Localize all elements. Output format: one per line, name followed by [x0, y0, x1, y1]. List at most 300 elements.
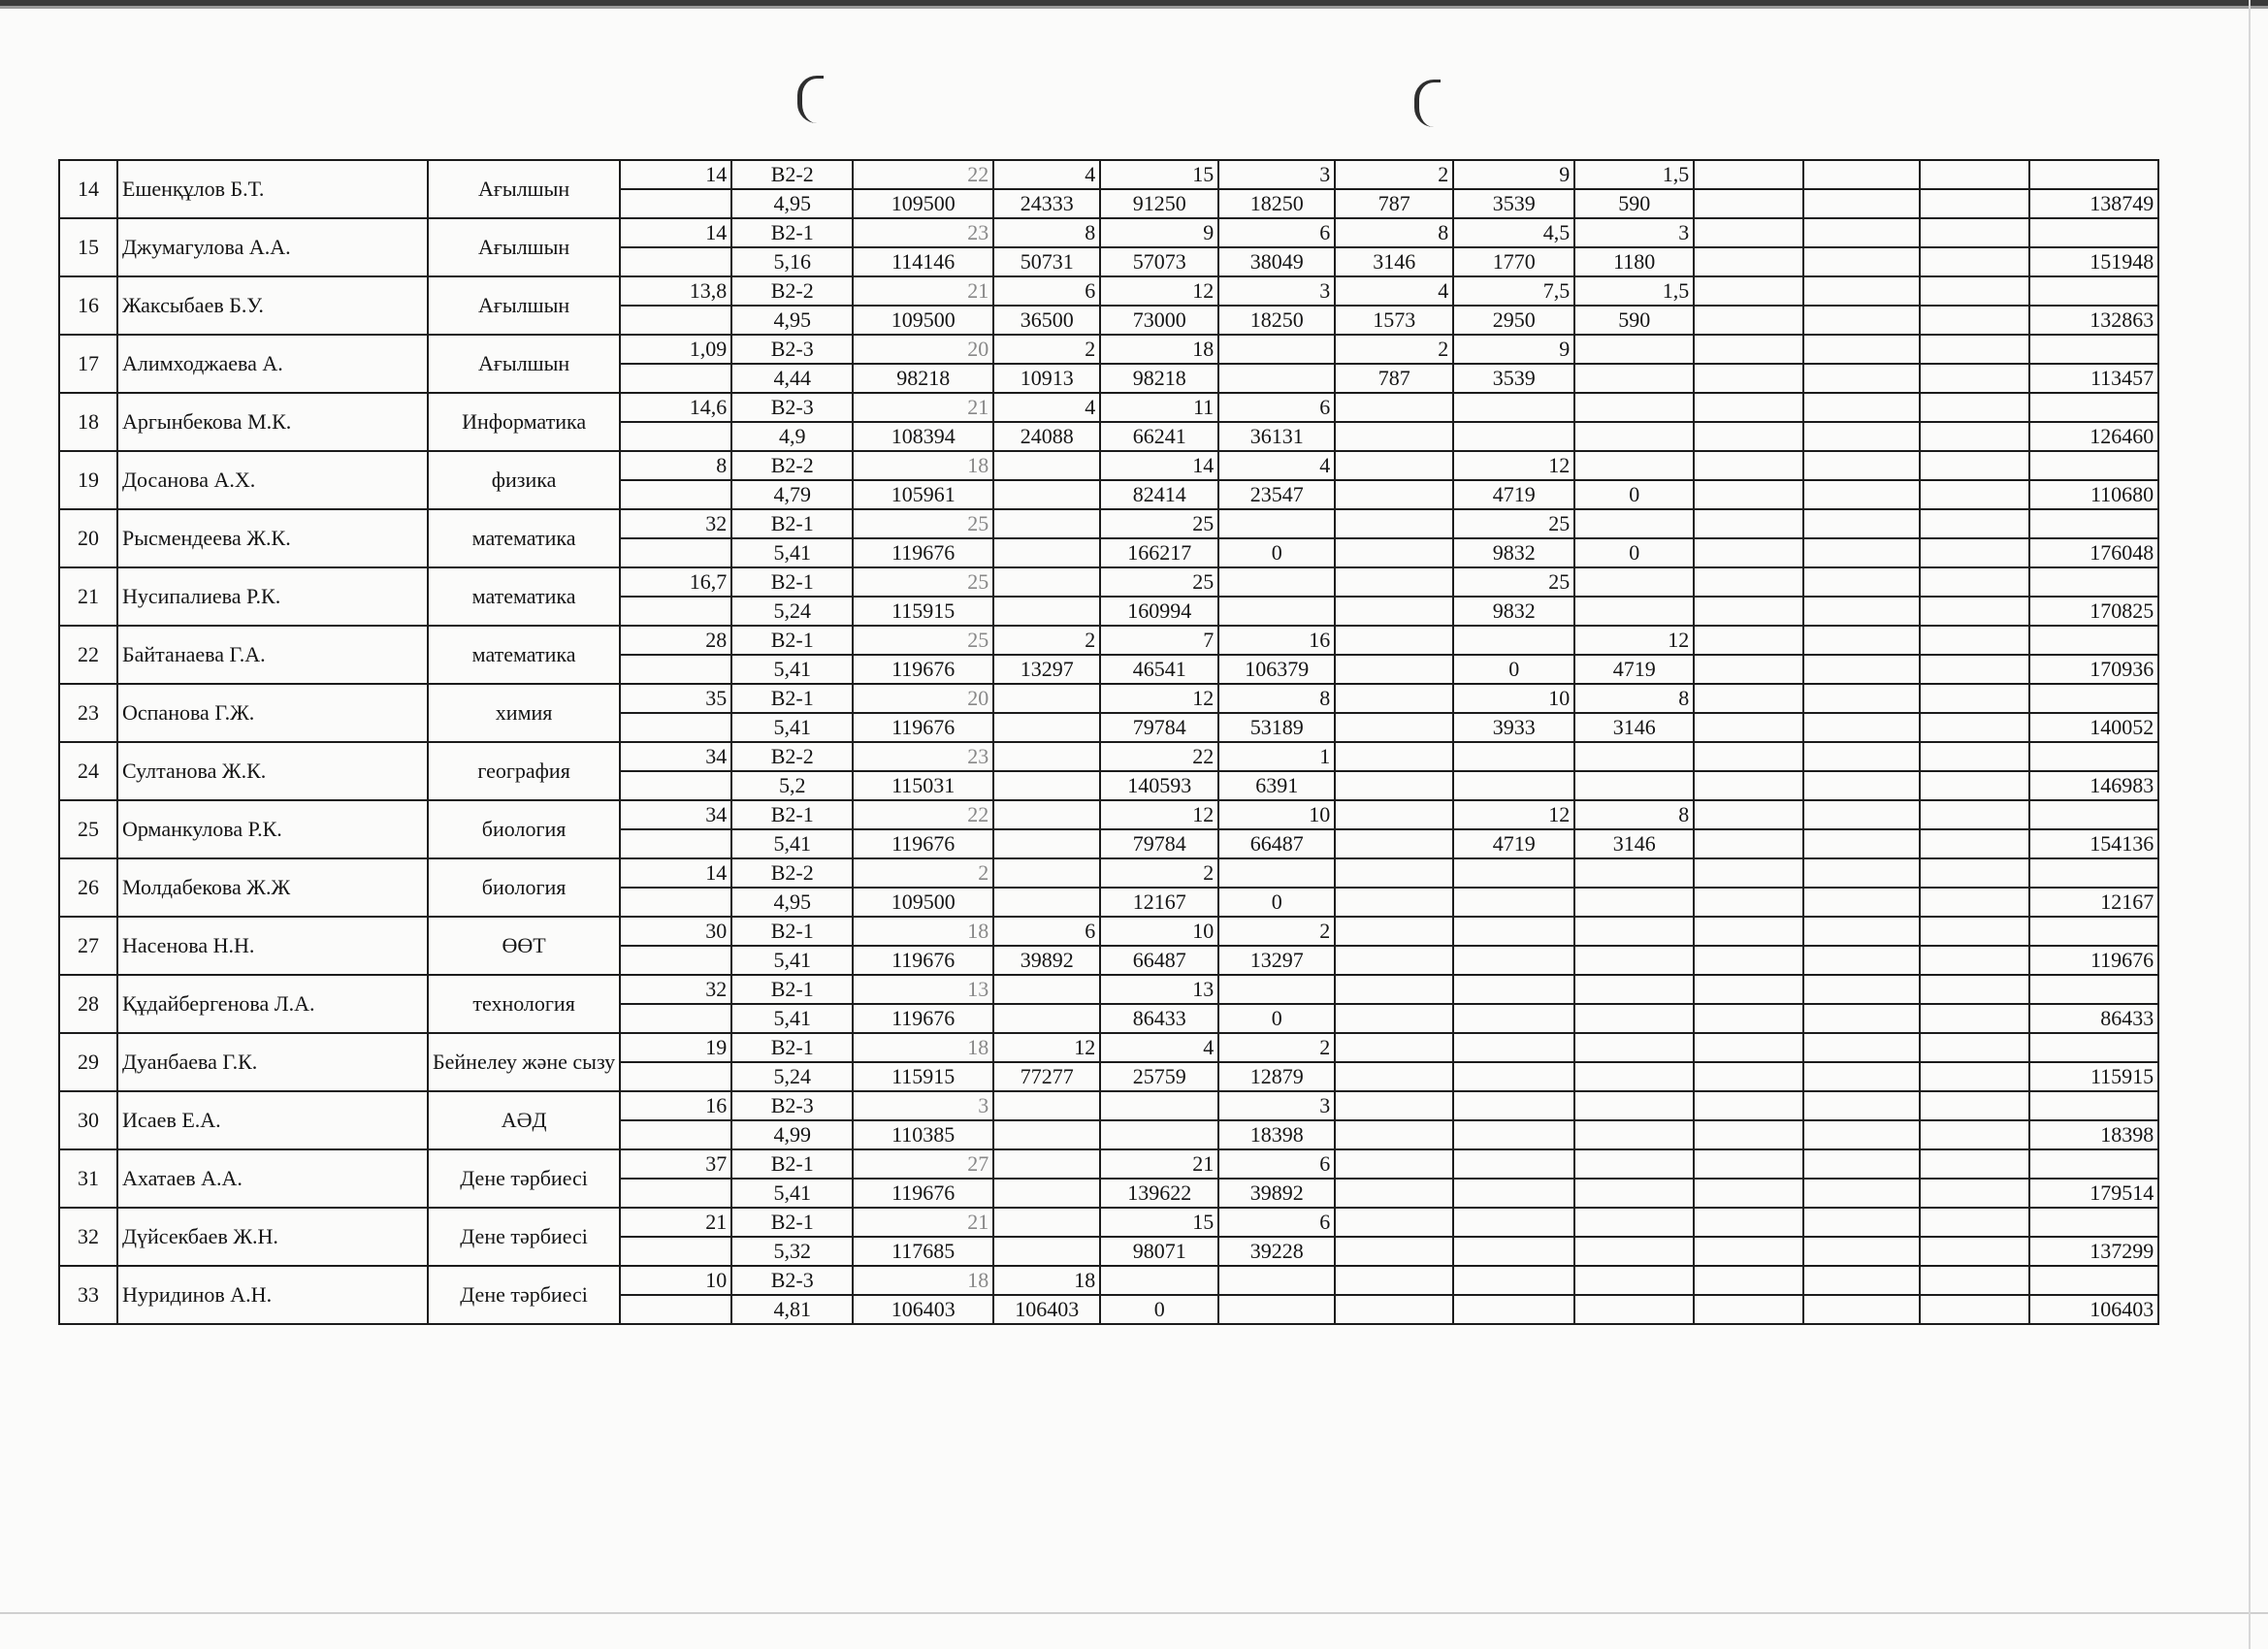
hours-cell: 30	[620, 917, 731, 946]
hours-cell: В2-3	[731, 1266, 853, 1295]
table-row	[59, 393, 2158, 422]
amount-cell: 36131	[1218, 422, 1335, 451]
amount-cell	[1920, 422, 2029, 451]
subject-cell: биология	[428, 858, 620, 917]
subject-cell: физика	[428, 451, 620, 509]
hours-cell: 8	[993, 218, 1100, 247]
hours-cell: 4	[993, 393, 1100, 422]
amount-cell: 4,9	[731, 422, 853, 451]
punch-hole-mark	[797, 76, 824, 123]
hours-cell: В2-2	[731, 160, 853, 189]
amount-cell: 117685	[853, 1237, 993, 1266]
hours-cell	[993, 1208, 1100, 1237]
hours-cell	[1803, 1208, 1920, 1237]
hours-cell	[1453, 626, 1574, 655]
hours-cell	[1218, 567, 1335, 597]
subject-cell: математика	[428, 567, 620, 626]
hours-cell	[993, 1091, 1100, 1120]
amount-cell: 0	[1218, 538, 1335, 567]
hours-cell: 22	[853, 800, 993, 829]
hours-cell	[1453, 1208, 1574, 1237]
subject-cell: Информатика	[428, 393, 620, 451]
hours-cell	[1574, 509, 1694, 538]
amount-cell: 0	[1218, 888, 1335, 917]
hours-cell	[1920, 1149, 2029, 1179]
amount-cell: 66241	[1100, 422, 1218, 451]
hours-cell: 12	[1453, 451, 1574, 480]
hours-cell: 14	[1100, 451, 1218, 480]
amount-cell	[1335, 829, 1453, 858]
amount-cell: 39228	[1218, 1237, 1335, 1266]
hours-cell: 1,5	[1574, 276, 1694, 306]
hours-cell	[1694, 1149, 1803, 1179]
hours-cell: В2-3	[731, 335, 853, 364]
subject-cell: Ағылшын	[428, 276, 620, 335]
amount-cell: 119676	[853, 829, 993, 858]
amount-cell: 4,95	[731, 306, 853, 335]
hours-cell: 6	[1218, 218, 1335, 247]
hours-cell: 19	[620, 1033, 731, 1062]
amount-cell: 138749	[2029, 189, 2158, 218]
hours-cell: 18	[993, 1266, 1100, 1295]
table-row	[59, 684, 2158, 713]
amount-cell	[1920, 1004, 2029, 1033]
amount-cell	[1920, 247, 2029, 276]
amount-cell: 23547	[1218, 480, 1335, 509]
hours-cell: 2	[1218, 1033, 1335, 1062]
amount-cell	[620, 771, 731, 800]
amount-cell: 66487	[1218, 829, 1335, 858]
amount-cell	[620, 946, 731, 975]
punch-hole-mark	[1414, 80, 1441, 127]
amount-cell	[620, 364, 731, 393]
amount-cell	[1694, 1004, 1803, 1033]
amount-cell: 2950	[1453, 306, 1574, 335]
amount-cell: 5,32	[731, 1237, 853, 1266]
hours-cell	[1694, 975, 1803, 1004]
table-row	[59, 626, 2158, 655]
amount-cell: 82414	[1100, 480, 1218, 509]
row-number-cell: 27	[59, 917, 117, 975]
hours-cell: 25	[853, 509, 993, 538]
hours-cell	[1453, 1266, 1574, 1295]
amount-cell: 91250	[1100, 189, 1218, 218]
amount-cell: 86433	[2029, 1004, 2158, 1033]
amount-cell	[1574, 1295, 1694, 1324]
amount-cell: 139622	[1100, 1179, 1218, 1208]
hours-cell	[1694, 742, 1803, 771]
hours-cell: 18	[853, 917, 993, 946]
hours-cell	[1803, 742, 1920, 771]
subject-cell: биология	[428, 800, 620, 858]
hours-cell	[1694, 1266, 1803, 1295]
subject-cell: Бейнелеу және сызу	[428, 1033, 620, 1091]
hours-cell	[1574, 1033, 1694, 1062]
teacher-name-cell: Жаксыбаев Б.У.	[117, 276, 428, 335]
table-row	[59, 335, 2158, 364]
amount-cell: 66487	[1100, 946, 1218, 975]
amount-cell	[1694, 713, 1803, 742]
hours-cell	[2029, 1208, 2158, 1237]
amount-cell	[1803, 771, 1920, 800]
amount-cell: 36500	[993, 306, 1100, 335]
hours-cell	[1920, 451, 2029, 480]
hours-cell	[1335, 1266, 1453, 1295]
teacher-name-cell: Насенова Н.Н.	[117, 917, 428, 975]
hours-cell	[993, 975, 1100, 1004]
hours-cell: 2	[853, 858, 993, 888]
hours-cell	[1453, 1091, 1574, 1120]
hours-cell	[1803, 451, 1920, 480]
hours-cell	[1803, 567, 1920, 597]
amount-cell: 106379	[1218, 655, 1335, 684]
amount-cell	[1694, 888, 1803, 917]
hours-cell	[1920, 1208, 2029, 1237]
table-row	[59, 509, 2158, 538]
hours-cell: 9	[1453, 160, 1574, 189]
hours-cell	[1694, 1033, 1803, 1062]
hours-cell: 3	[1218, 276, 1335, 306]
amount-cell	[1218, 364, 1335, 393]
hours-cell: 12	[1574, 626, 1694, 655]
amount-cell: 13297	[1218, 946, 1335, 975]
subject-cell: Дене тәрбиесі	[428, 1149, 620, 1208]
amount-cell	[1694, 538, 1803, 567]
table-row	[59, 276, 2158, 306]
hours-cell	[993, 1149, 1100, 1179]
hours-cell: В2-2	[731, 742, 853, 771]
amount-cell	[620, 247, 731, 276]
amount-cell	[1803, 306, 1920, 335]
hours-cell	[1335, 509, 1453, 538]
amount-cell: 1573	[1335, 306, 1453, 335]
hours-cell: 12	[1453, 800, 1574, 829]
amount-cell: 5,41	[731, 538, 853, 567]
teacher-name-cell: Құдайбергенова Л.А.	[117, 975, 428, 1033]
hours-cell: В2-3	[731, 1091, 853, 1120]
amount-cell	[620, 1004, 731, 1033]
amount-cell: 38049	[1218, 247, 1335, 276]
hours-cell	[1218, 509, 1335, 538]
hours-cell: 35	[620, 684, 731, 713]
hours-cell	[1574, 858, 1694, 888]
amount-cell: 115031	[853, 771, 993, 800]
hours-cell	[1694, 276, 1803, 306]
amount-cell	[993, 1237, 1100, 1266]
hours-cell: 34	[620, 742, 731, 771]
hours-cell	[1694, 684, 1803, 713]
hours-cell	[1100, 1266, 1218, 1295]
hours-cell	[1453, 393, 1574, 422]
hours-cell: 12	[993, 1033, 1100, 1062]
hours-cell	[2029, 1091, 2158, 1120]
salary-table	[58, 159, 2159, 1325]
amount-cell: 5,16	[731, 247, 853, 276]
amount-cell	[1803, 829, 1920, 858]
hours-cell: 18	[853, 451, 993, 480]
hours-cell: 12	[1100, 800, 1218, 829]
hours-cell: 23	[853, 742, 993, 771]
row-number-cell: 20	[59, 509, 117, 567]
hours-cell: 4	[1335, 276, 1453, 306]
amount-cell	[1803, 247, 1920, 276]
amount-cell: 46541	[1100, 655, 1218, 684]
amount-cell	[993, 829, 1100, 858]
table-row	[59, 1149, 2158, 1179]
amount-cell	[1920, 946, 2029, 975]
hours-cell	[1803, 276, 1920, 306]
amount-cell: 10913	[993, 364, 1100, 393]
hours-cell	[1453, 917, 1574, 946]
amount-cell: 1770	[1453, 247, 1574, 276]
amount-cell: 6391	[1218, 771, 1335, 800]
hours-cell: 8	[1574, 684, 1694, 713]
hours-cell	[1694, 509, 1803, 538]
table-row	[59, 1091, 2158, 1120]
amount-cell: 5,2	[731, 771, 853, 800]
amount-cell	[620, 655, 731, 684]
hours-cell: 16	[1218, 626, 1335, 655]
amount-cell	[1335, 946, 1453, 975]
hours-cell: В2-1	[731, 218, 853, 247]
hours-cell: 14	[620, 218, 731, 247]
hours-cell: 21	[620, 1208, 731, 1237]
hours-cell	[2029, 800, 2158, 829]
amount-cell: 109500	[853, 888, 993, 917]
amount-cell	[1803, 422, 1920, 451]
hours-cell	[1803, 335, 1920, 364]
hours-cell: 8	[1218, 684, 1335, 713]
hours-cell	[1803, 160, 1920, 189]
amount-cell	[620, 538, 731, 567]
hours-cell	[1803, 1149, 1920, 1179]
amount-cell	[620, 1295, 731, 1324]
scan-edge-bottom	[0, 1612, 2268, 1614]
hours-cell: 6	[1218, 1208, 1335, 1237]
amount-cell	[993, 888, 1100, 917]
hours-cell	[1335, 1033, 1453, 1062]
table-row	[59, 917, 2158, 946]
amount-cell	[993, 1004, 1100, 1033]
amount-cell	[1574, 597, 1694, 626]
amount-cell	[1694, 1062, 1803, 1091]
amount-cell	[1335, 1120, 1453, 1149]
hours-cell: 8	[620, 451, 731, 480]
amount-cell	[1453, 1179, 1574, 1208]
hours-cell: 25	[853, 626, 993, 655]
amount-cell	[1920, 1062, 2029, 1091]
hours-cell	[1694, 626, 1803, 655]
hours-cell	[1920, 1266, 2029, 1295]
hours-cell: 16	[620, 1091, 731, 1120]
hours-cell: В2-1	[731, 684, 853, 713]
amount-cell	[1335, 1062, 1453, 1091]
amount-cell	[1453, 1004, 1574, 1033]
hours-cell	[1920, 975, 2029, 1004]
teacher-name-cell: Молдабекова Ж.Ж	[117, 858, 428, 917]
hours-cell: 2	[1100, 858, 1218, 888]
hours-cell	[1803, 218, 1920, 247]
hours-cell	[1803, 1266, 1920, 1295]
hours-cell: 32	[620, 509, 731, 538]
amount-cell	[1574, 1237, 1694, 1266]
amount-cell	[620, 1237, 731, 1266]
hours-cell	[1335, 684, 1453, 713]
amount-cell: 140052	[2029, 713, 2158, 742]
amount-cell	[620, 189, 731, 218]
amount-cell: 109500	[853, 306, 993, 335]
amount-cell: 115915	[853, 597, 993, 626]
hours-cell	[1453, 975, 1574, 1004]
hours-cell: 3	[1574, 218, 1694, 247]
hours-cell: 18	[1100, 335, 1218, 364]
amount-cell	[1694, 1120, 1803, 1149]
hours-cell: В2-1	[731, 800, 853, 829]
amount-cell	[1920, 655, 2029, 684]
amount-cell	[1694, 1237, 1803, 1266]
hours-cell	[1920, 742, 2029, 771]
amount-cell	[993, 713, 1100, 742]
hours-cell: 28	[620, 626, 731, 655]
amount-cell: 119676	[853, 946, 993, 975]
hours-cell: 7,5	[1453, 276, 1574, 306]
amount-cell	[1335, 771, 1453, 800]
hours-cell: В2-1	[731, 1208, 853, 1237]
hours-cell	[1803, 975, 1920, 1004]
amount-cell: 98218	[1100, 364, 1218, 393]
amount-cell: 115915	[853, 1062, 993, 1091]
hours-cell	[2029, 160, 2158, 189]
amount-cell	[1335, 888, 1453, 917]
hours-cell	[1453, 742, 1574, 771]
hours-cell	[1803, 509, 1920, 538]
hours-cell	[1574, 1266, 1694, 1295]
amount-cell	[620, 1179, 731, 1208]
hours-cell	[1694, 800, 1803, 829]
amount-cell: 179514	[2029, 1179, 2158, 1208]
amount-cell: 108394	[853, 422, 993, 451]
hours-cell: 6	[993, 276, 1100, 306]
hours-cell	[1920, 567, 2029, 597]
teacher-name-cell: Рысмендеева Ж.К.	[117, 509, 428, 567]
row-number-cell: 19	[59, 451, 117, 509]
hours-cell	[1694, 451, 1803, 480]
amount-cell: 73000	[1100, 306, 1218, 335]
hours-cell: 2	[993, 626, 1100, 655]
amount-cell	[1803, 1295, 1920, 1324]
hours-cell	[993, 684, 1100, 713]
amount-cell	[620, 888, 731, 917]
amount-cell: 0	[1574, 538, 1694, 567]
amount-cell: 5,41	[731, 946, 853, 975]
amount-cell: 160994	[1100, 597, 1218, 626]
hours-cell: 25	[1100, 567, 1218, 597]
amount-cell: 5,24	[731, 597, 853, 626]
teacher-name-cell: Джумагулова А.А.	[117, 218, 428, 276]
amount-cell	[1574, 1120, 1694, 1149]
amount-cell	[1920, 1120, 2029, 1149]
amount-cell: 5,41	[731, 1004, 853, 1033]
amount-cell	[1803, 1004, 1920, 1033]
hours-cell	[1920, 800, 2029, 829]
amount-cell	[1335, 713, 1453, 742]
amount-cell	[1218, 1295, 1335, 1324]
amount-cell: 12879	[1218, 1062, 1335, 1091]
subject-cell: АӘД	[428, 1091, 620, 1149]
hours-cell	[1803, 858, 1920, 888]
amount-cell	[1803, 1120, 1920, 1149]
amount-cell	[1803, 888, 1920, 917]
amount-cell	[1335, 597, 1453, 626]
teacher-name-cell: Оспанова Г.Ж.	[117, 684, 428, 742]
amount-cell	[1694, 597, 1803, 626]
amount-cell	[1335, 538, 1453, 567]
subject-cell: математика	[428, 509, 620, 567]
amount-cell	[1920, 189, 2029, 218]
hours-cell	[1694, 393, 1803, 422]
amount-cell: 39892	[1218, 1179, 1335, 1208]
row-number-cell: 29	[59, 1033, 117, 1091]
hours-cell: 32	[620, 975, 731, 1004]
amount-cell	[1335, 1295, 1453, 1324]
hours-cell: 6	[1218, 393, 1335, 422]
amount-cell	[993, 597, 1100, 626]
hours-cell: В2-1	[731, 917, 853, 946]
amount-cell: 53189	[1218, 713, 1335, 742]
amount-cell: 166217	[1100, 538, 1218, 567]
hours-cell	[1694, 160, 1803, 189]
hours-cell: В2-2	[731, 858, 853, 888]
amount-cell	[1920, 538, 2029, 567]
hours-cell: В2-2	[731, 276, 853, 306]
amount-cell: 79784	[1100, 713, 1218, 742]
subject-cell: Дене тәрбиесі	[428, 1266, 620, 1324]
hours-cell	[1803, 1033, 1920, 1062]
hours-cell: В2-2	[731, 451, 853, 480]
row-number-cell: 31	[59, 1149, 117, 1208]
amount-cell	[993, 1120, 1100, 1149]
subject-cell: технология	[428, 975, 620, 1033]
hours-cell	[1574, 335, 1694, 364]
hours-cell	[1218, 1266, 1335, 1295]
hours-cell	[1694, 1091, 1803, 1120]
hours-cell: 1	[1218, 742, 1335, 771]
amount-cell: 140593	[1100, 771, 1218, 800]
hours-cell	[1574, 1208, 1694, 1237]
hours-cell	[2029, 393, 2158, 422]
hours-cell	[2029, 917, 2158, 946]
teacher-name-cell: Ешенқұлов Б.Т.	[117, 160, 428, 218]
hours-cell	[2029, 1149, 2158, 1179]
hours-cell: 14	[620, 160, 731, 189]
amount-cell: 18250	[1218, 306, 1335, 335]
amount-cell	[620, 306, 731, 335]
amount-cell	[620, 480, 731, 509]
hours-cell: 1,5	[1574, 160, 1694, 189]
hours-cell: 10	[1218, 800, 1335, 829]
hours-cell: 14,6	[620, 393, 731, 422]
hours-cell: 20	[853, 684, 993, 713]
amount-cell: 77277	[993, 1062, 1100, 1091]
amount-cell	[620, 713, 731, 742]
amount-cell: 98218	[853, 364, 993, 393]
hours-cell: 12	[1100, 276, 1218, 306]
amount-cell: 25759	[1100, 1062, 1218, 1091]
amount-cell	[1694, 247, 1803, 276]
hours-cell	[1803, 684, 1920, 713]
amount-cell: 0	[1218, 1004, 1335, 1033]
amount-cell: 4719	[1453, 480, 1574, 509]
